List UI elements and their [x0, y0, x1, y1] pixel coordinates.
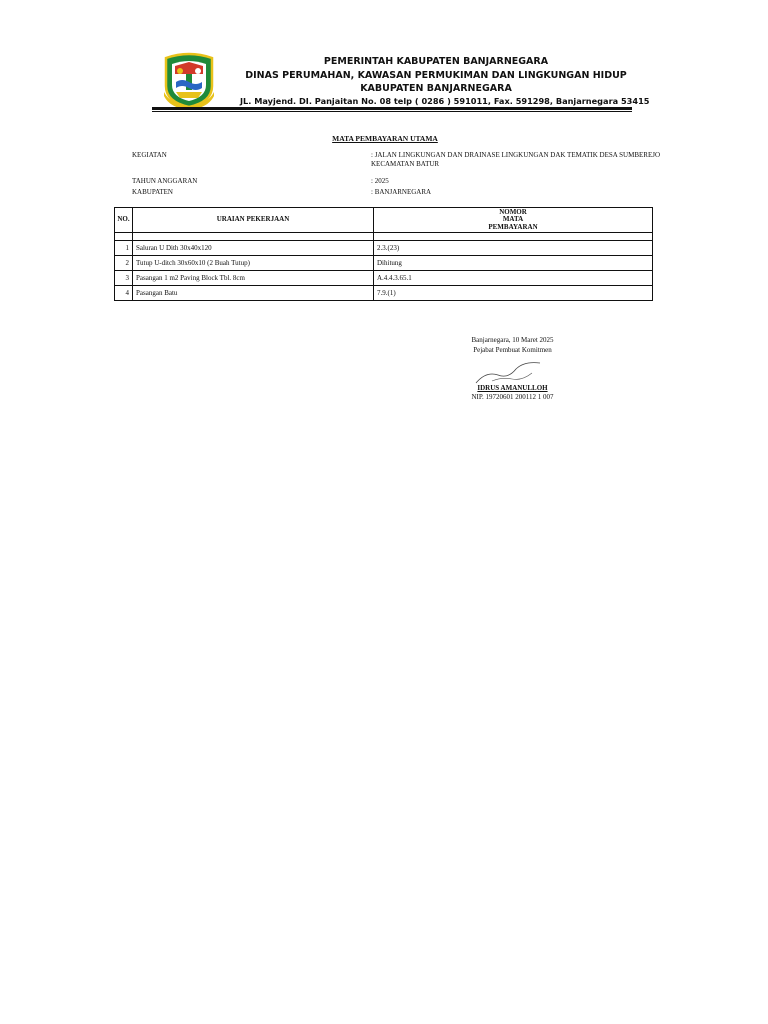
header-nomor-mata-pembayaran — [374, 208, 653, 233]
table-row — [115, 241, 653, 256]
row-no: 4 — [115, 286, 133, 301]
table-spacer-row — [115, 233, 653, 241]
letterhead-divider-thin — [152, 111, 632, 112]
letterhead-address: JL. Mayjend. DI. Panjaitan No. 08 telp ( 0286 ) 591011, Fax. 591298, Banjarnegara 53415 — [240, 96, 650, 106]
row-no: 3 — [115, 271, 133, 286]
row-nomor: 2.3.(23) — [374, 241, 653, 256]
row-no: 2 — [115, 256, 133, 271]
table-row — [115, 286, 653, 301]
letterhead-department: DINAS PERUMAHAN, KAWASAN PERMUKIMAN DAN LINGKUNGAN HIDUP — [245, 70, 627, 81]
header-nomor-line2: MATA — [502, 215, 524, 224]
spacer-cell — [374, 233, 653, 241]
row-nomor: Dihitung — [374, 256, 653, 271]
field-label-tahun-anggaran: TAHUN ANGGARAN — [132, 177, 198, 185]
row-uraian: Pasangan 1 m2 Paving Block Tbl. 8cm — [133, 271, 374, 286]
letterhead-government: PEMERINTAH KABUPATEN BANJARNEGARA — [323, 56, 549, 67]
signature-position: Pejabat Pembuat Komitmen — [473, 346, 552, 354]
header-nomor-line1: NOMOR — [499, 207, 527, 216]
field-value-kabupaten: : BANJARNEGARA — [371, 188, 432, 196]
row-uraian: Tutup U-ditch 30x60x10 (2 Buah Tutup) — [133, 256, 374, 271]
header-nomor-line3: PEMBAYARAN — [488, 222, 538, 231]
field-value-tahun-anggaran: : 2025 — [371, 177, 389, 185]
kabupaten-logo-icon — [162, 52, 216, 108]
row-uraian: Saluran U Dith 30x40x120 — [133, 241, 374, 256]
header-no: NO. — [115, 208, 133, 233]
table-row — [115, 256, 653, 271]
table-row — [115, 271, 653, 286]
row-nomor: 7.9.(1) — [374, 286, 653, 301]
signature-name: IDRUS AMANULLOH — [477, 384, 548, 392]
field-value-kegiatan: : JALAN LINGKUNGAN DAN DRAINASE LINGKUNGAN DAK TEMATIK DESA SUMBEREJO KECAMATAN BATUR — [371, 151, 661, 168]
row-uraian: Pasangan Batu — [133, 286, 374, 301]
field-label-kegiatan: KEGIATAN — [132, 151, 167, 159]
spacer-cell — [133, 233, 374, 241]
spacer-cell — [115, 233, 133, 241]
payment-items-table — [114, 207, 653, 301]
table-header-row — [115, 208, 653, 233]
signature-nip: NIP. 19720601 200112 1 007 — [471, 393, 554, 401]
row-nomor: A.4.4.3.65.1 — [374, 271, 653, 286]
field-label-kabupaten: KABUPATEN — [132, 188, 173, 196]
signature-place-date: Banjarnegara, 10 Maret 2025 — [471, 336, 554, 344]
row-no: 1 — [115, 241, 133, 256]
letterhead-divider-thick — [152, 107, 632, 110]
letterhead-regency: KABUPATEN BANJARNEGARA — [360, 83, 512, 94]
header-uraian-pekerjaan: URAIAN PEKERJAAN — [133, 208, 374, 233]
document-title: MATA PEMBAYARAN UTAMA — [332, 134, 438, 143]
